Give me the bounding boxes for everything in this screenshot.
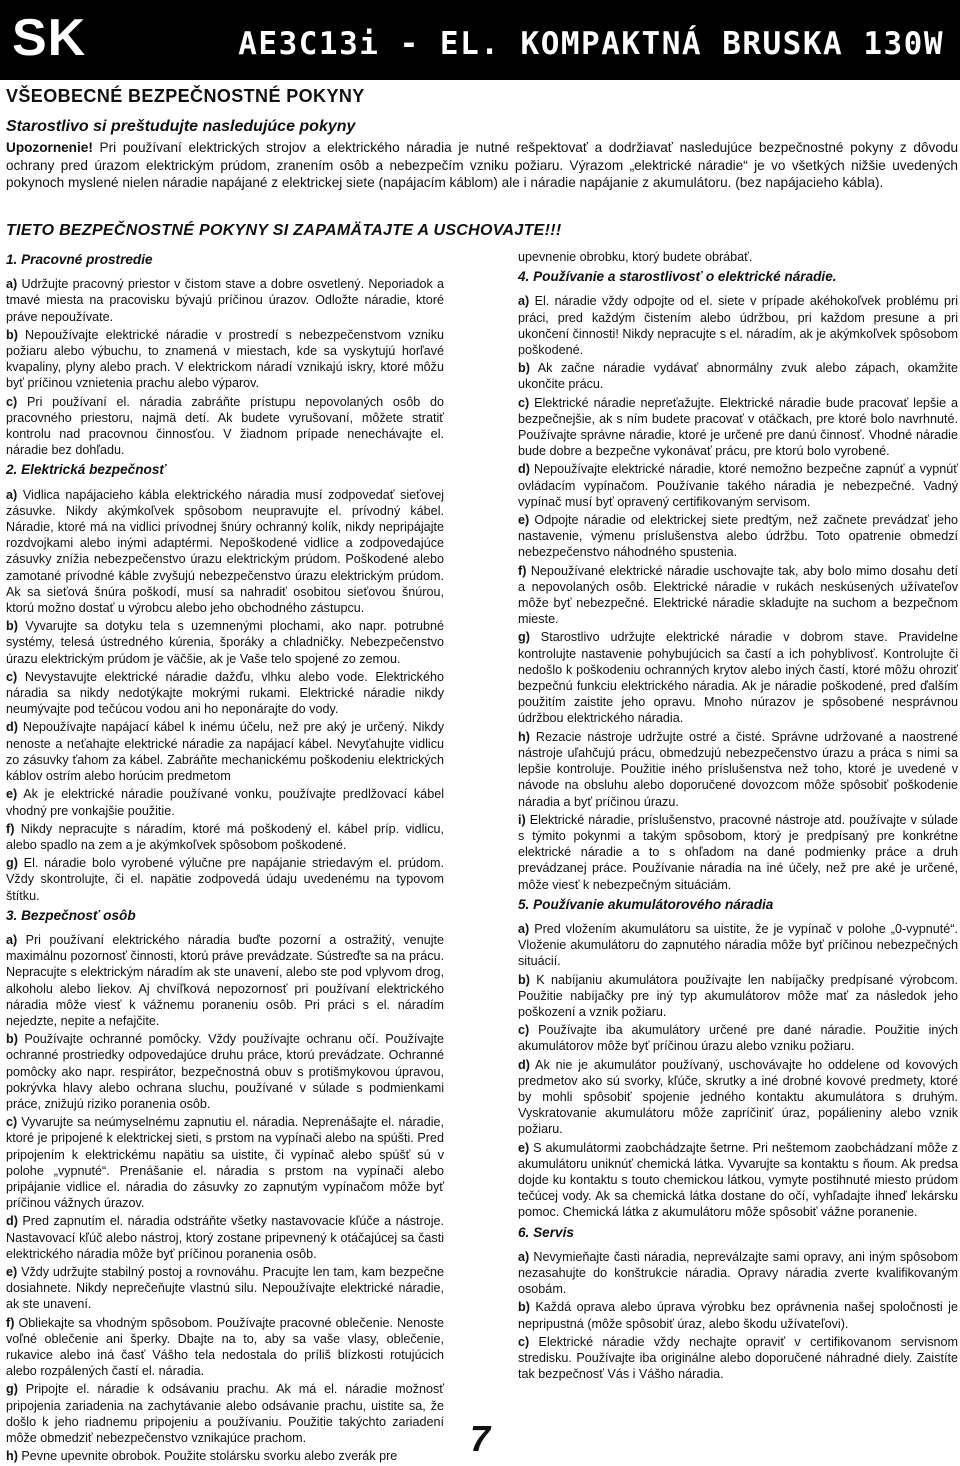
item-label: a) [6, 932, 18, 947]
item-text: Používajte ochranné pomôcky. Vždy používajte ochranu očí. Používajte ochranné prostriedky odpovedajúce druhu práce, ktorú prevádzate. Ochranné pomôcky ako napr. respirátor, bezpečnostná obuv s protišmykovou úpravou, pokrývka hlavy alebo ochrana sluchu, používané v súlade s podmienkami práce, znižujú riziko poranenia osôb. [6, 1032, 444, 1111]
item-label: b) [518, 972, 530, 987]
item-text: Odpojte náradie od elektrickej siete predtým, než začnete prevádzať jeho nastavenie, výmenu príslušenstva alebo údržbu. Toto opatrenie obmedzí nebezpečenstvo náhodného spustenia. [518, 513, 958, 560]
instruction-item [518, 1249, 958, 1298]
item-text: Elektrické náradie nepreťažujte. Elektrické náradie bude pracovať lepšie a bezpečnejšie, ak s ním budete pracovať v otáčkach, pre ktoré bolo navrhnuté. Používajte správne náradie, ktoré je určené pre danú činnosť. Vhodné náradie bude dobre a bezpečne vykonávať prácu, pre ktorú bolo vyrobené. [518, 395, 958, 459]
item-text: S akumulátormi zaobchádzajte šetrne. Pri neštemom zaobchádzaní môže z akumulátoru uniknúť chemická látka. Vyvarujte sa kontaktu s ňoum. Ak predsa dojde ku kontaktu s touto chemickou látkou, vymyte postihnuté miesto prúdom tečúcej vody. Ak sa chemická látka dostane do očí, vyhľadajte ihneď lekársku pomoc. Chemická látka z akumulátoru môže spôsobiť vážne poranenie. [518, 1140, 958, 1220]
instruction-item [6, 618, 444, 667]
instruction-item [6, 1114, 444, 1211]
item-text: Nikdy nepracujte s náradím, ktoré má poškodený el. kábel príp. vidlicu, alebo spadlo na zem a je akýmkoľvek spôsobom poškodené. [6, 821, 444, 852]
item-text: Vždy udržujte stabilný postoj a rovnováhu. Pracujte len tam, kam bezpečne dosiahnete. Nikdy neprečeňujte vlastnú silu. Nepoužívajte elektrické náradie, ak ste unavení. [6, 1264, 444, 1312]
item-label: d) [518, 1057, 530, 1072]
item-label: b) [518, 361, 530, 376]
instruction-item [6, 855, 444, 904]
item-text: Nevymieňajte časti náradia, nepreválzajte sami opravy, ani iným spôsobom nezasahujte do konštrukcie náradia. Opravy náradia zverte kvalifikovaným osobám. [518, 1249, 958, 1297]
item-label: h) [6, 1449, 18, 1464]
instruction-item [518, 1334, 958, 1383]
instruction-item [518, 461, 958, 510]
instruction-item [518, 729, 958, 810]
item-label: f) [518, 563, 527, 578]
item-text: Ak je elektrické náradie používané vonku, používajte predlžovací kábel vhodný pre vonkajšie použitie. [6, 787, 444, 818]
instruction-item [518, 629, 958, 726]
item-label: f) [6, 821, 15, 836]
item-text: Ak začne náradie vydávať abnormálny zvuk alebo zápach, okamžite ukončite prácu. [518, 361, 958, 392]
item-label: g) [6, 856, 18, 871]
item-label: g) [518, 630, 530, 645]
instruction-item [6, 1031, 444, 1112]
item-text: Vidlica napájacieho kábla elektrického náradia musí zodpovedať sieťovej zásuvke. Nikdy akýmkoľvek spôsobom neupravujte el. prívodný kábel. Náradie, ktoré má na vidlici prívodnej šnúry ochranný kolík, nikdy nepripájajte rozdvojkami alebo inými adaptérmi. Nepoškodené vidlice a zodpovedajúce zásuvky znížia nebezpečenstvo úrazu elektrickým prúdom. Poškodené alebo zamotané prívodné káble zvyšujú nebezpečenstvo úrazu elektrickým prúdom. Ak sa sieťová šnúra poškodí, musí sa nahradiť osobitou sieťovou šnúrou, ktorú možno dostať u výrobcu alebo jeho obchodného zástupcu. [6, 487, 444, 616]
item-text: Pri používaní el. náradia zabráňte prístupu nepovolaných osôb do pracovného priestoru, najmä detí. Ak budete vyrušovaní, môžete stratiť kontrolu nad pracovnou činnosťou. V žiadnom prípade nenechávajte el. náradie bez dohľadu. [6, 394, 444, 458]
item-text: Vyvarujte sa dotyku tela s uzemnenými plochami, ako napr. potrubné systémy, telesá ústredného kúrenia, šporáky a chladničky. Nebezpečenstvo úrazu elektrickým prúdom je väčšie, ak je Vaše telo spojené zo zemou. [6, 619, 444, 666]
item-label: e) [6, 1264, 18, 1279]
item-text: Každá oprava alebo úprava výrobku bez oprávnenia našej spoločnosti je nepripustná (môže spôsobiť úraz, alebo škodu užívateľovi). [518, 1300, 958, 1331]
item-text: Nevystavujte elektrické náradie dažďu, vlhku alebo vode. Elektrického náradia sa nikdy nedotýkajte mokrými rukami. Elektrické náradie nikdy neumývajte pod tečúcou vodou ani ho neponárajte do vody. [6, 669, 444, 717]
item-label: b) [6, 1032, 18, 1047]
item-text: Nepoužívajte napájací kábel k inému účelu, než pre aký je určený. Nikdy nenoste a neťahajte elektrické náradie za napájací kábel. Nevyťahujte vidlicu zo zásuvky ťahom za kábel. Zabráňte mechanickému poškodeniu elektrických káblov ostrím alebo horúcim predmetom [6, 720, 444, 784]
instruction-item [518, 293, 958, 358]
item-label: g) [6, 1382, 18, 1397]
instruction-item [6, 932, 444, 1029]
document-title: AE3C13i - EL. KOMPAKTNÁ BRUSKA 130W [238, 26, 944, 62]
item-label: d) [6, 1214, 18, 1229]
instruction-item [518, 1140, 958, 1221]
item-text: Nepoužívané elektrické náradie uschovajte tak, aby bolo mimo dosahu detí a nepovolaných osôb. Elektrické náradie v rukách neskúsených užívateľov môže byť nebezpečné. Elektrické náradie skladujte na suchom a bezpečnom mieste. [518, 563, 958, 627]
item-label: c) [6, 394, 18, 409]
instruction-item [518, 512, 958, 561]
warning-label: Upozornenie! [6, 140, 93, 155]
item-label: i) [518, 812, 526, 827]
item-label: d) [518, 462, 530, 477]
instruction-item [6, 719, 444, 784]
item-text: Nepoužívajte elektrické náradie v prostredí s nebezpečenstvom vzniku požiaru alebo výbuchu, to znamená v miestach, kde sa vyskytujú horľavé kvapaliny, plyny alebo prach. V elektrickom náradí vznikajú iskry, ktoré môžu byť príčinou vznietenia prachu alebo výparov. [6, 327, 444, 391]
instruction-item [6, 276, 444, 325]
section-heading: 6. Servis [518, 1224, 574, 1240]
item-label: c) [518, 1023, 530, 1038]
instruction-item [6, 1448, 444, 1464]
section-heading: 3. Bezpečnosť osôb [6, 907, 136, 923]
item-text: Nepoužívajte elektrické náradie, ktoré nemožno bezpečne zapnúť a vypnúť ovládacím vypínačom. Používanie takého náradia je nebezpečné. Vadný vypínač musí byť opravený certifikovaným servisom. [518, 462, 958, 509]
item-label: a) [6, 277, 18, 292]
intro-text: Pri používaní elektrických strojov a elektrického náradia je nutné rešpektovať a dodržiavať nasledujúce bezpečnostné pokyny z dôvodu ochrany pred úrazom elektrickým prúdom, zranením osôb a nebezpečím vzniku požiaru. Výrazom „elektrické náradie“ je vo všetkých nižšie uvedených pokynoch myslené nielen náradie napájané z elektrickej siete (napájacím káblom) ale i náradie napájanie z akumulátoru. (bez napájacieho kábla). [6, 140, 958, 191]
item-text: Pripojte el. náradie k odsávaniu prachu. Ak má el. náradie možnosť pripojenia zariadenia na zachytávanie alebo odsávanie prachu, uistite sa, že došlo k jeho riadnemu pripojeniu a používaniu. Použitie takýchto zariadení môže obmedziť nebezpečenstvo vznikajúce prachom. [6, 1382, 444, 1446]
left-column [6, 248, 444, 1466]
item-text: Elektrické náradie, príslušenstvo, pracovné nástroje atd. používajte v súlade s týmito pokynmi a takým spôsobom, ktorý je predpísaný pre konkrétne elektrické náradie a to s ohľadom na dané podmienky práce a druh prevádzanej práce. Používanie náradia na iné účely, než pre aké je určené, môže viesť k nebezpečným situáciám. [518, 812, 958, 892]
item-label: c) [6, 669, 18, 684]
item-label: e) [518, 513, 530, 528]
item-text: Elektrické náradie vždy nechajte opraviť v certifikovanom servisnom stredisku. Používajte iba originálne alebo doporučené náhradné diely. Zaistíte tak bezpečnosť Vás i Vášho náradia. [518, 1334, 958, 1382]
section-heading: 5. Používanie akumulátorového náradia [518, 896, 774, 912]
item-label: b) [6, 327, 18, 342]
item-text: upevnenie obrobku, ktorý budete obrábať. [518, 250, 753, 264]
item-label: c) [518, 395, 530, 410]
item-text: Pred zapnutím el. náradia odstráňte všetky nastavovacie kľúče a nástroje. Nastavovací kľúč alebo nástroj, ktorý zostane pripevnený k otáčajúcej sa časti elektrického náradia môže byť príčinou poranenia osôb. [6, 1214, 444, 1261]
instruction-item [518, 249, 958, 265]
instruction-item [6, 1381, 444, 1446]
item-text: Rezacie nástroje udržujte ostré a čisté. Správne udržované a naostrené nástroje uľahčujú prácu, obmedzujú nebezpečenstvo úrazu a práca s nimi sa lepšie kontroluje. Použitie iného príslušenstva než toho, ktoré je uvedené v návode na obsluhu alebo doporučené dovozcom môže spôsobiť poškodenie náradia a byť príčinou úrazu. [518, 729, 958, 809]
item-text: Používajte iba akumulátory určené pre dané náradie. Použitie iných akumulátorov môže byť príčinou úrazu alebo vzniku požiaru. [518, 1023, 958, 1054]
item-label: d) [6, 720, 18, 735]
keep-notice: TIETO BEZPEČNOSTNÉ POKYNY SI ZAPAMÄTAJTE A USCHOVAJTE!!! [6, 222, 562, 239]
instruction-item [518, 360, 958, 392]
item-text: Pevne upevnite obrobok. Použite stolársku svorku alebo zverák pre [17, 1449, 398, 1464]
instruction-item [518, 395, 958, 460]
item-text: Ak nie je akumulátor používaný, uschovávajte ho oddelene od kovových predmetov ako sú svorky, kľúče, skrutky a iné drobné kovové predmety, ktoré by mohli spôsobiť spojenie jedného kontaktu akumulátora s druhým. Vyskratovanie akumulátoru môže zapríčiniť úraz, popálieniny alebo vznik požiaru. [518, 1057, 958, 1137]
right-column [518, 249, 958, 1384]
item-label: h) [518, 729, 530, 744]
instruction-item [518, 1022, 958, 1054]
subtitle: Starostlivo si preštudujte nasledujúce pokyny [6, 118, 356, 135]
item-label: f) [6, 1315, 15, 1330]
item-label: b) [6, 619, 18, 634]
item-text: Pri používaní elektrického náradia buďte pozorní a ostražitý, venujte maximálnu pozornosť činnosti, ktorú práve prevádzate. Sústreďte sa na prácu. Nepracujte s elektrickým náradím ak ste unavení, alebo ste pod vplyvom drog, alkoholu alebo liekov. Aj chvíľková nepozornosť pri používaní elektrického náradia môže viesť k vážnemu poraneniu osôb. Pri práci s el. náradím nejedzte, nepite a nefajčite. [6, 932, 444, 1028]
item-label: c) [6, 1115, 18, 1130]
instruction-item [6, 1213, 444, 1262]
item-text: Starostlivo udržujte elektrické náradie v dobrom stave. Pravidelne kontrolujte nastavenie pohybujúcich sa častí a ich pohyblivosť. Kontrolujte či nedošlo k poškodeniu ochranných krytov alebo iných častí, ktoré môžu ohroziť bezpečnú funkciu elektrického náradia. Ak je náradie poškodené, pred ďalším použitím zaistite jeho opravu. Mnoho núrazov je spôsobené nesprávnou údržbou elektrického náradia. [518, 630, 958, 726]
instruction-item [6, 1315, 444, 1380]
intro-paragraph [6, 139, 958, 192]
item-text: Pred vložením akumulátoru sa uistite, že je vypínač v polohe „0-vypnuté“. Vloženie akumulátoru do zapnutého náradia môže byť príčinou nebezpečných situácií. [518, 921, 958, 969]
item-label: a) [518, 1249, 530, 1264]
page-number: 7 [470, 1418, 491, 1459]
item-label: b) [518, 1300, 530, 1315]
section-heading: 1. Pracovné prostredie [6, 252, 153, 267]
item-text: Obliekajte sa vhodným spôsobom. Používajte pracovné oblečenie. Nenoste voľné oblečenie ani šperky. Dbajte na to, aby sa vaše vlasy, oblečenie, rukavice alebo iná časť Vášho tela nedostala do príliš blízkosti rotujúcich alebo rozpálených častí el. náradia. [6, 1315, 444, 1379]
section-title: VŠEOBECNÉ BEZPEČNOSTNÉ POKYNY [6, 86, 365, 106]
instruction-item [518, 563, 958, 628]
instruction-item [518, 921, 958, 970]
instruction-item [518, 1299, 958, 1331]
item-label: a) [6, 487, 18, 502]
header-bar [0, 0, 960, 80]
instruction-item [518, 1057, 958, 1138]
item-text: El. náradie bolo vyrobené výlučne pre napájanie striedavým el. prúdom. Vždy skontrolujte, či el. napätie zodpovedá údaju uvedenému na typovom štítku. [6, 856, 444, 903]
item-text: Udržujte pracovný priestor v čistom stave a dobre osvetlený. Neporiadok a tmavé miesta na pracovisku bývajú príčinou úrazov. Odložte náradie, ktoré práve nepoužívate. [6, 277, 444, 324]
instruction-item [518, 812, 958, 893]
instruction-item [6, 1264, 444, 1313]
item-label: c) [518, 1334, 530, 1349]
section-heading: 2. Elektrická bezpečnosť [6, 462, 166, 478]
item-label: a) [518, 294, 530, 309]
language-code: SK [12, 9, 87, 67]
instruction-item [6, 487, 444, 617]
instruction-item [6, 394, 444, 459]
instruction-item [6, 669, 444, 718]
instruction-item [518, 972, 958, 1021]
item-text: K nabíjaniu akumulátora používajte len nabíjačky predpísané výrobcom. Použitie nabíjačky pre iný typ akumulátorov môže mať za následok jeho poškození a vznik požiaru. [518, 972, 958, 1019]
instruction-item [6, 786, 444, 818]
section-heading: 4. Používanie a starostlivosť o elektrické náradie. [518, 269, 837, 285]
instruction-item [6, 821, 444, 853]
item-label: e) [6, 787, 18, 802]
instruction-item [6, 327, 444, 392]
item-label: a) [518, 921, 530, 936]
item-label: e) [518, 1140, 530, 1155]
item-text: Vyvarujte sa neúmyselnému zapnutiu el. náradia. Neprenášajte el. náradie, ktoré je pripojené k elektrickej sieti, s prstom na vypínači alebo na spúšti. Pred pripojením k elektrickému napätiu sa uistite, či vypínač alebo spúšť sú v polohe „vypnuté“. Prenášanie el. náradia s prstom na vypínači alebo pripájanie vidlice el. náradia do zásuvky zo zapnutým vypínačom môže byť príčinou vážnych úrazov. [6, 1115, 444, 1211]
item-text: El. náradie vždy odpojte od el. siete v prípade akéhokoľvek problému pri práci, pred každým čistením alebo údržbou, pri každom presune a pri ukončení činnosti! Nikdy nepracujte s el. náradím, ak je akýmkoľvek spôsobom poškodené. [518, 294, 958, 358]
